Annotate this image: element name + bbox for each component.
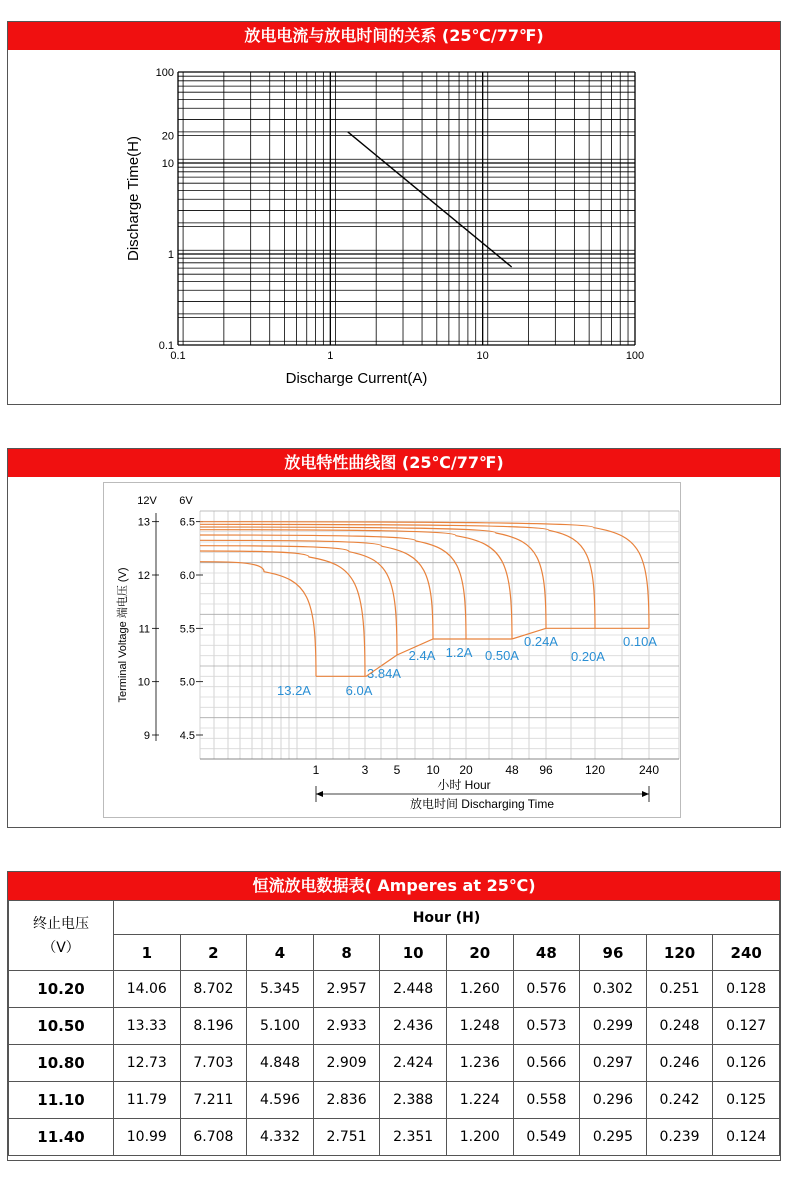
hour-column-header: 20 [446, 935, 513, 971]
x-tick-label: 96 [539, 763, 553, 777]
hour-column-header: 240 [713, 935, 780, 971]
y-axis-title: Terminal Voltage 端电压 (V) [117, 567, 129, 703]
current-cell: 2.957 [313, 971, 380, 1008]
table-title: 恒流放电数据表( Amperes at 25℃) [8, 872, 780, 900]
table-row [9, 1008, 780, 1045]
current-cell: 0.248 [646, 1008, 713, 1045]
y-tick-6v: 6.0 [179, 570, 195, 582]
current-cell: 0.242 [646, 1082, 713, 1119]
time-arrow-right [642, 791, 649, 797]
table-column-header-row [9, 935, 780, 971]
current-cell: 0.549 [513, 1119, 580, 1156]
current-cell: 6.708 [180, 1119, 247, 1156]
current-cell: 0.299 [580, 1008, 647, 1045]
current-cell: 4.596 [247, 1082, 314, 1119]
current-cell: 0.576 [513, 971, 580, 1008]
x-axis-title: 小时 Hour [437, 778, 491, 792]
hour-column-header: 2 [180, 935, 247, 971]
y-tick-label: 1 [167, 249, 174, 261]
current-cell: 7.211 [180, 1082, 247, 1119]
table-group-header-row [9, 901, 780, 935]
current-cell: 2.351 [380, 1119, 447, 1156]
current-cell: 0.127 [713, 1008, 780, 1045]
x-tick-label: 240 [638, 763, 660, 777]
current-cell: 0.566 [513, 1045, 580, 1082]
x-tick-label: 0.1 [170, 350, 186, 362]
y-tick-12v: 13 [137, 516, 150, 529]
current-cell: 1.224 [446, 1082, 513, 1119]
x-tick-label: 120 [584, 763, 606, 777]
current-cell: 0.126 [713, 1045, 780, 1082]
current-cell: 0.302 [580, 971, 647, 1008]
x-tick-label: 100 [625, 350, 645, 362]
current-cell: 11.79 [114, 1082, 181, 1119]
x-axis-title: Discharge Current(A) [285, 370, 428, 387]
voltage-cell: 11.40 [9, 1119, 114, 1156]
voltage-header-cell [9, 901, 114, 971]
chart2-title: 放电特性曲线图 (25℃/77℉) [8, 449, 780, 477]
y-tick-label: 100 [155, 67, 174, 79]
current-cell: 5.345 [247, 971, 314, 1008]
table-row [9, 1045, 780, 1082]
y-tick-label: 0.1 [158, 340, 174, 352]
hour-column-header: 120 [646, 935, 713, 971]
curve-13.2A [200, 562, 316, 677]
current-cell: 5.100 [247, 1008, 314, 1045]
x-axis-subtitle: 放电时间 Discharging Time [409, 797, 555, 811]
y-axis-title: Discharge Time(H) [125, 135, 142, 262]
discharge-time-chart [8, 50, 780, 404]
discharge-table [8, 900, 780, 1156]
discharge-time-chart-panel [7, 21, 781, 405]
y-tick-12v: 12 [137, 570, 150, 582]
x-tick-label: 1 [312, 763, 320, 777]
hour-column-header: 4 [247, 935, 314, 971]
current-cell: 4.332 [247, 1119, 314, 1156]
y-header-6v: 6V [179, 495, 193, 507]
curve-label: 13.2A [277, 683, 311, 698]
y-tick-6v: 4.5 [179, 730, 195, 742]
curve-label: 2.4A [408, 648, 436, 663]
current-cell: 10.99 [114, 1119, 181, 1156]
voltage-header-line1: 终止电压 [33, 915, 89, 932]
current-cell: 1.248 [446, 1008, 513, 1045]
chart1-grid [178, 72, 635, 345]
current-cell: 2.933 [313, 1008, 380, 1045]
current-cell: 2.424 [380, 1045, 447, 1082]
x-tick-label: 20 [459, 763, 473, 777]
chart1-title: 放电电流与放电时间的关系 (25℃/77℉) [8, 22, 780, 50]
y-tick-12v: 9 [143, 730, 150, 742]
curve-2.4A [200, 540, 433, 639]
curve-label: 0.20A [571, 649, 605, 664]
hour-column-header: 8 [313, 935, 380, 971]
current-cell: 2.388 [380, 1082, 447, 1119]
voltage-cell: 11.10 [9, 1082, 114, 1119]
curve-label: 0.50A [485, 648, 519, 663]
current-cell: 0.297 [580, 1045, 647, 1082]
curve-label: 3.84A [367, 666, 401, 681]
current-cell: 0.251 [646, 971, 713, 1008]
current-cell: 0.296 [580, 1082, 647, 1119]
voltage-header-line2: （V） [42, 939, 80, 956]
current-cell: 12.73 [114, 1045, 181, 1082]
current-cell: 0.246 [646, 1045, 713, 1082]
y-tick-label: 20 [161, 130, 174, 143]
y-tick-12v: 11 [138, 623, 150, 636]
x-tick-label: 3 [361, 763, 369, 777]
current-cell: 8.702 [180, 971, 247, 1008]
current-cell: 0.295 [580, 1119, 647, 1156]
current-cell: 2.909 [313, 1045, 380, 1082]
current-cell: 0.125 [713, 1082, 780, 1119]
x-tick-label: 1 [327, 350, 334, 362]
y-tick-6v: 6.5 [179, 516, 195, 529]
voltage-cell: 10.20 [9, 971, 114, 1008]
current-cell: 14.06 [114, 971, 181, 1008]
voltage-cell: 10.80 [9, 1045, 114, 1082]
hour-column-header: 1 [114, 935, 181, 971]
table-row [9, 1119, 780, 1156]
x-tick-label: 10 [426, 763, 440, 777]
curve-label: 6.0A [345, 683, 373, 698]
y-header-12v: 12V [137, 495, 157, 507]
hour-column-header: 96 [580, 935, 647, 971]
y-tick-6v: 5.0 [179, 676, 195, 689]
current-cell: 2.448 [380, 971, 447, 1008]
y-tick-label: 10 [161, 158, 174, 170]
curve-6.0A [200, 551, 365, 676]
time-arrow-left [316, 791, 323, 797]
current-cell: 2.836 [313, 1082, 380, 1119]
current-cell: 1.200 [446, 1119, 513, 1156]
hour-column-header: 10 [380, 935, 447, 971]
current-cell: 0.128 [713, 971, 780, 1008]
x-tick-label: 10 [476, 350, 489, 362]
current-cell: 0.239 [646, 1119, 713, 1156]
discharge-table-panel [7, 871, 781, 1161]
current-cell: 8.196 [180, 1008, 247, 1045]
hour-column-header: 48 [513, 935, 580, 971]
x-tick-label: 48 [505, 763, 519, 777]
voltage-cell: 10.50 [9, 1008, 114, 1045]
current-cell: 0.558 [513, 1082, 580, 1119]
curve-label: 0.10A [623, 634, 657, 649]
current-cell: 0.573 [513, 1008, 580, 1045]
y-tick-12v: 10 [137, 676, 150, 689]
discharge-curve-chart [104, 483, 680, 817]
discharge-curve-chart-panel [7, 448, 781, 828]
curve-label: 1.2A [445, 645, 473, 660]
table-row [9, 1082, 780, 1119]
discharge-curve-frame [103, 482, 681, 818]
x-tick-label: 5 [393, 763, 401, 777]
current-cell: 2.436 [380, 1008, 447, 1045]
y-tick-6v: 5.5 [179, 623, 195, 636]
current-cell: 4.848 [247, 1045, 314, 1082]
hour-group-header: Hour (H) [114, 901, 780, 935]
curve-0.10A [200, 522, 649, 629]
curve-label: 0.24A [524, 634, 558, 649]
current-cell: 1.236 [446, 1045, 513, 1082]
current-cell: 1.260 [446, 971, 513, 1008]
current-cell: 13.33 [114, 1008, 181, 1045]
current-cell: 0.124 [713, 1119, 780, 1156]
table-row [9, 971, 780, 1008]
current-cell: 7.703 [180, 1045, 247, 1082]
current-cell: 2.751 [313, 1119, 380, 1156]
